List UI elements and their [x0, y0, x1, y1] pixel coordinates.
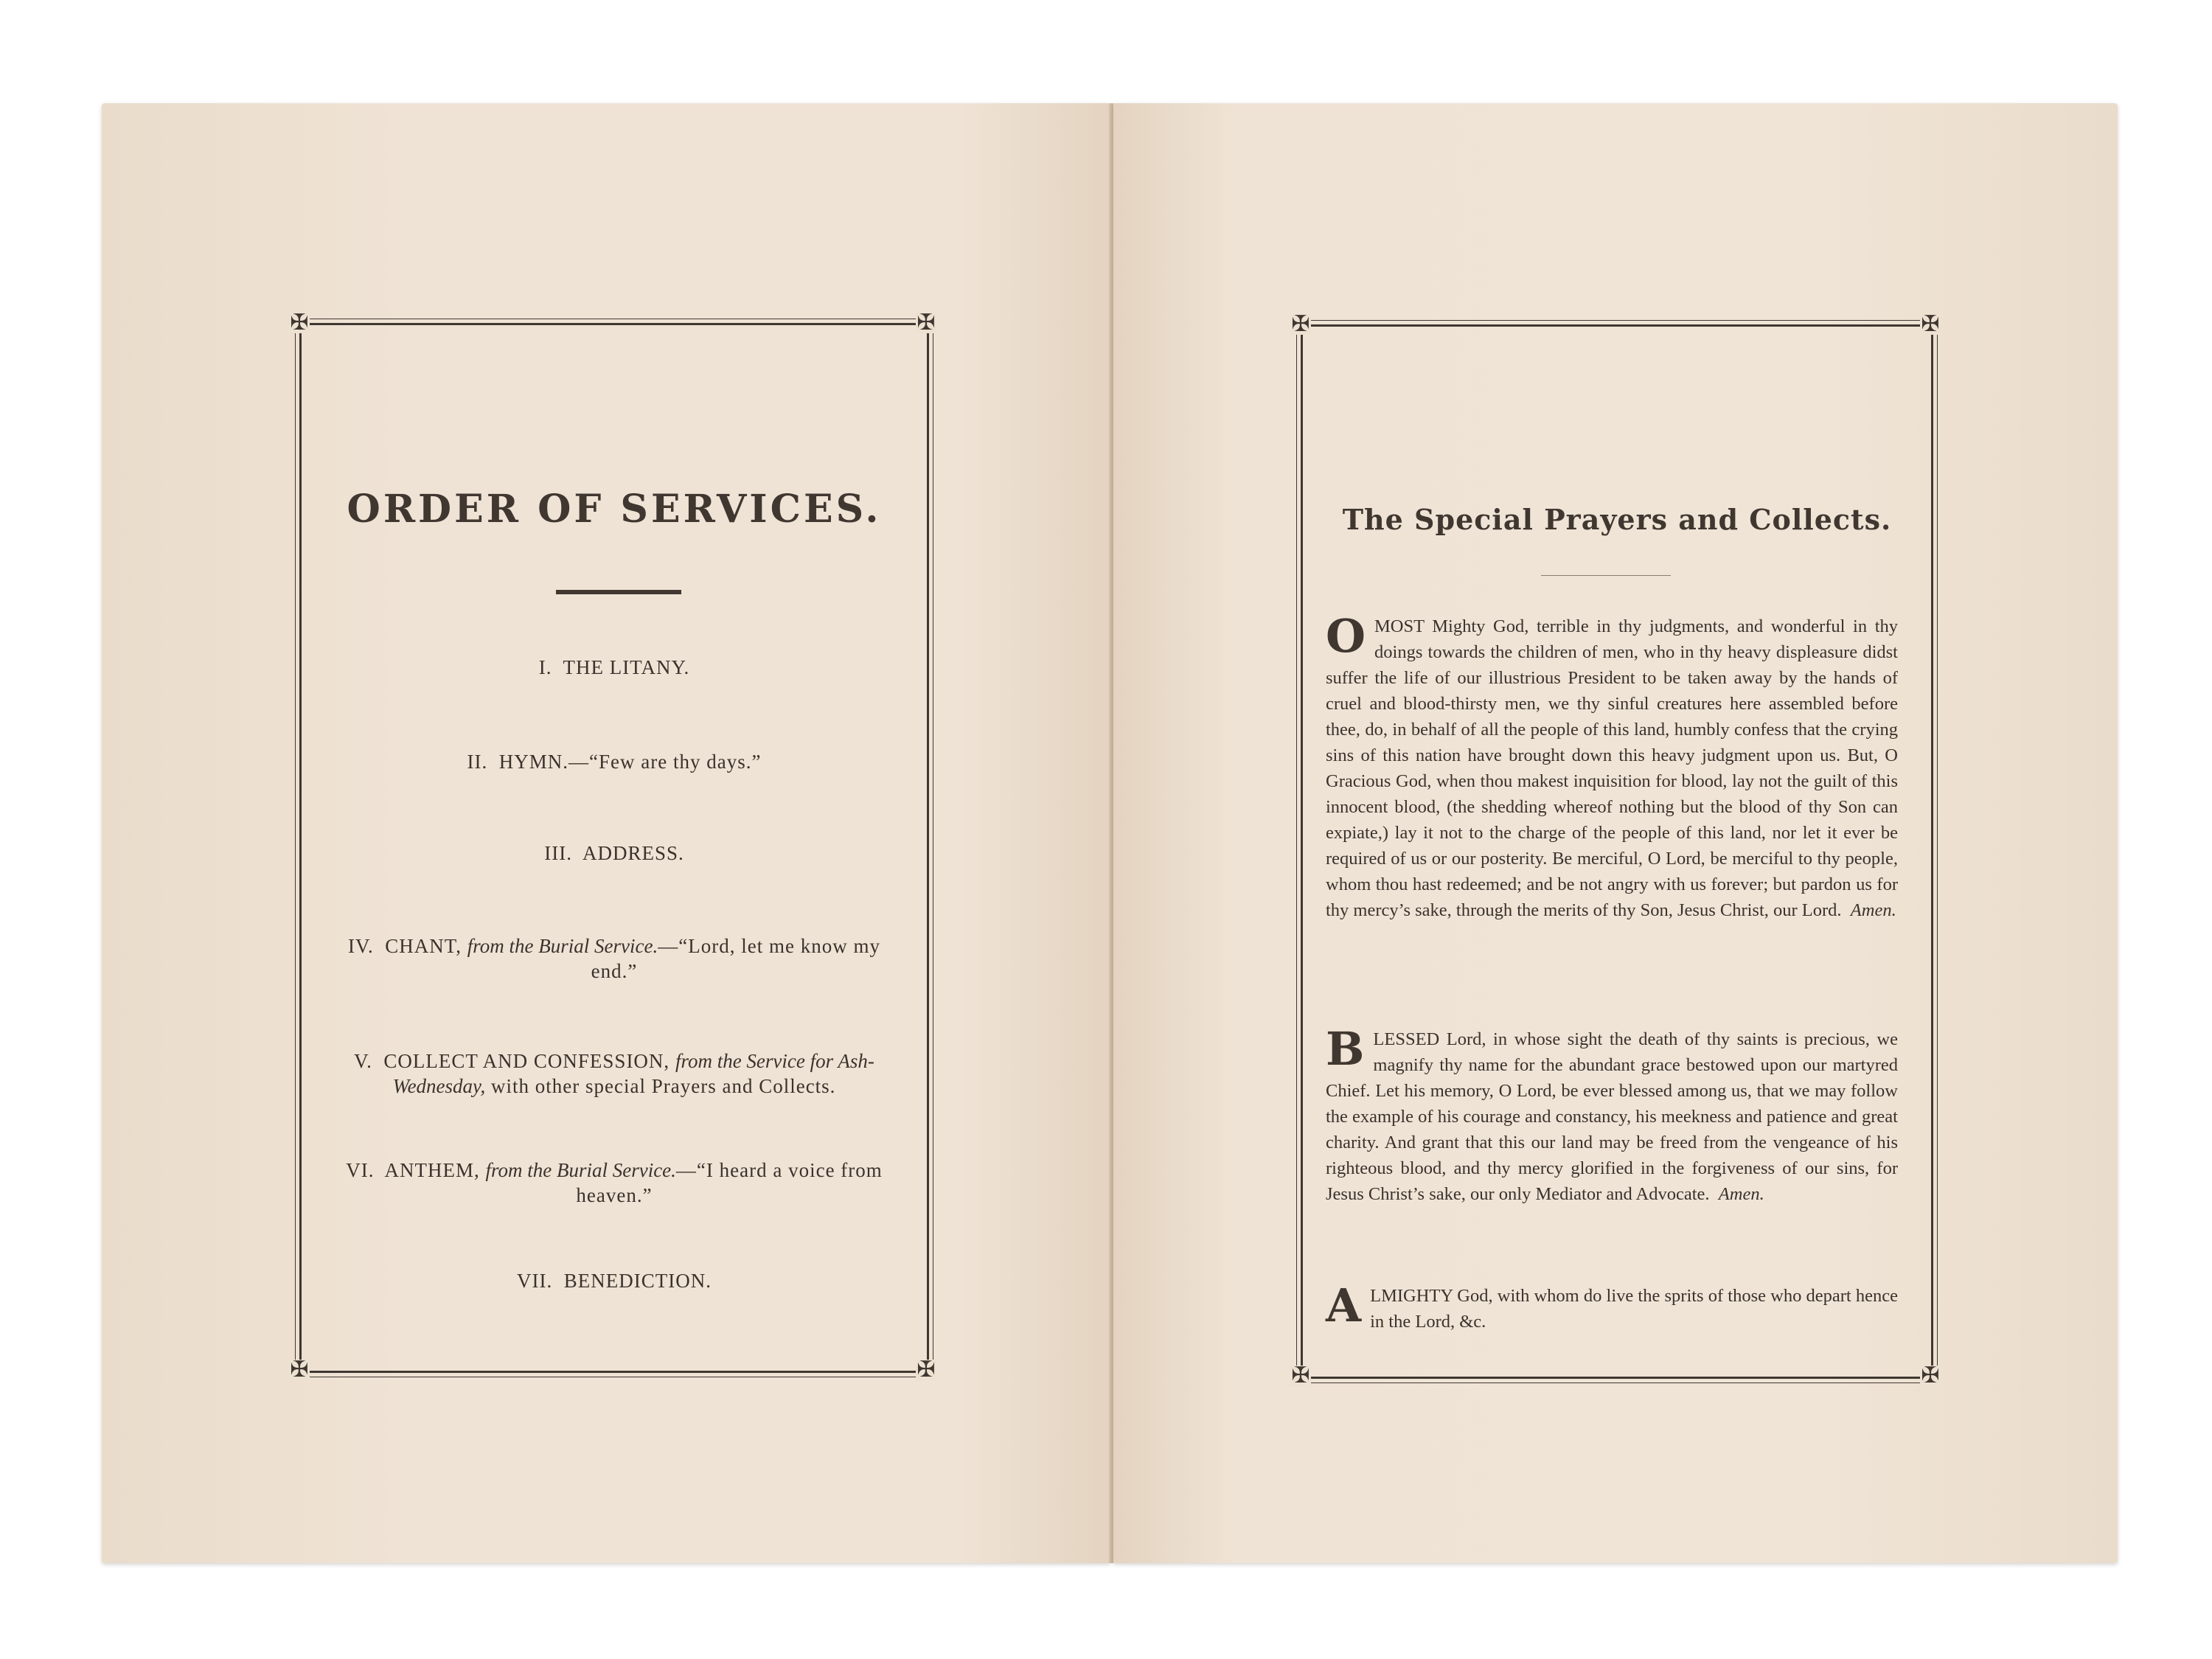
prayer-paragraph: ALMIGHTY God, with whom do live the sprits of those who depart hence in the Lord, &c. [1326, 1279, 1898, 1332]
drop-cap: O [1326, 609, 1366, 663]
prayer-paragraph: OMOST Mighty God, terrible in thy judgments, and wonderful in thy doings towards the children of men, who in thy heavy displeasure didst suffer the life of our illustrious President to be taken away by the hands of cruel and blood-thirsty men, we thy sinful creatures here assembled before thee, do, in behalf of all the people of this land, humbly confess that the crying sins of this nation have brought down this heavy judgment upon us. But, O Gracious God, when thou makest inquisition for blood, lay not the guilt of this innocent blood, (the shedding whereof nothing but the blood of thy Son can expiate,) lay it not to the charge of the people of this land, nor let it ever be required of us or our posterity. Be merciful, O Lord, be merciful to thy people, whom thou hast redeemed; and be not angry with us forever; but pardon us for thy mercy’s sake, through the merits of thy Son, Jesus Christ, our Lord. Amen. [1326, 609, 1898, 920]
corner-ornament-icon: ✠ [1291, 1363, 1310, 1388]
drop-cap: A [1326, 1279, 1362, 1332]
service-item: I. THE LITANY. [538, 656, 690, 678]
corner-ornament-icon: ✠ [917, 310, 936, 335]
order-of-services-title: ORDER OF SERVICES. [347, 487, 882, 532]
service-item: VI. ANTHEM, from the Burial Service.—“I heard a voice from heaven.” [346, 1159, 883, 1206]
prayer-paragraph: BLESSED Lord, in whose sight the death of thy saints is precious, we magnify thy name for the abundant grace bestowed upon our martyred Chief. Let his memory, O Lord, be ever blessed among us, that we may follow the example of his courage and constancy, his meekness and patience and great charity. And grant that this our land may be freed from the vengeance of his righteous blood, and thy mercy glorified in the forgiveness of our sins, for Jesus Christ’s sake, our only Mediator and Advocate. Amen. [1326, 1022, 1898, 1204]
corner-ornament-icon: ✠ [1291, 312, 1310, 336]
corner-ornament-icon: ✠ [917, 1357, 936, 1382]
corner-ornament-icon: ✠ [290, 310, 309, 335]
corner-ornament-icon: ✠ [1921, 1363, 1940, 1388]
service-item: V. COLLECT AND CONFESSION, from the Service for Ash-Wednesday, with other special Prayers and Collects. [354, 1050, 874, 1097]
service-item: VII. BENEDICTION. [517, 1270, 712, 1292]
special-prayers-title: The Special Prayers and Collects. [1342, 503, 1892, 536]
service-item: IV. CHANT, from the Burial Service.—“Lord, let me know my end.” [348, 935, 880, 982]
corner-ornament-icon: ✠ [290, 1357, 309, 1382]
service-item: III. ADDRESS. [544, 842, 684, 864]
corner-ornament-icon: ✠ [1921, 312, 1940, 336]
drop-cap: B [1326, 1022, 1365, 1076]
title-rule [1541, 575, 1671, 576]
service-item: II. HYMN.—“Few are thy days.” [467, 751, 762, 773]
